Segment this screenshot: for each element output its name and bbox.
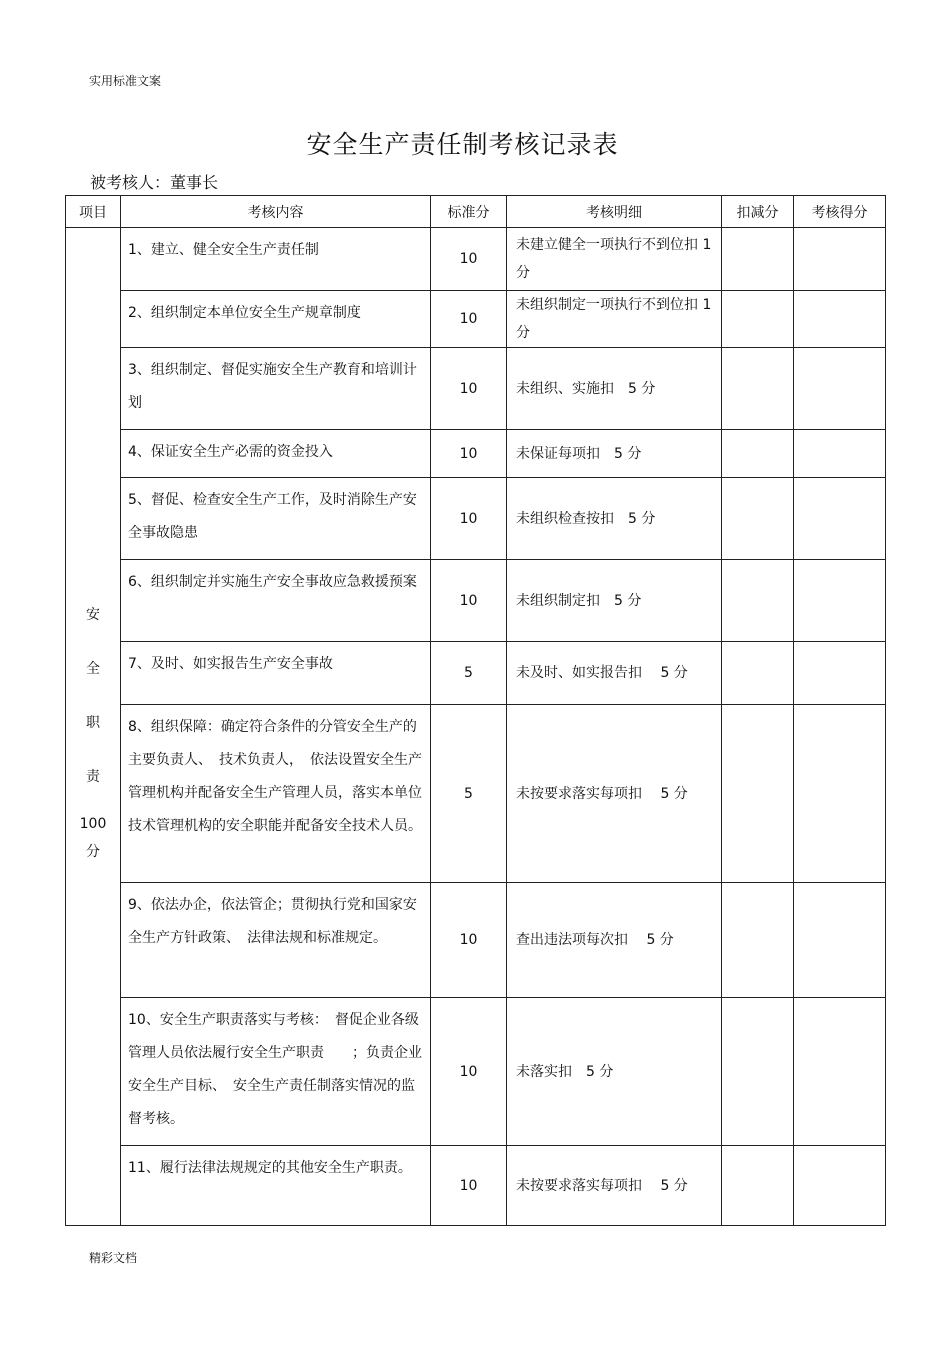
- final-score-cell[interactable]: [794, 560, 886, 642]
- final-score-cell[interactable]: [794, 1146, 886, 1226]
- standard-score-cell: 10: [431, 348, 507, 430]
- category-score: 100: [79, 815, 107, 832]
- category-char: 责: [86, 768, 100, 785]
- table-row: [66, 560, 886, 642]
- content-cell: 5、督促、检查安全生产工作，及时消除生产安全事故隐患: [121, 478, 431, 560]
- content-cell: 7、及时、如实报告生产安全事故: [121, 642, 431, 705]
- column-header-content: 考核内容: [121, 196, 431, 228]
- final-score-cell[interactable]: [794, 705, 886, 883]
- page-header-note: 实用标准文案: [89, 74, 162, 88]
- table-row: [66, 705, 886, 883]
- column-header-standard-score: 标准分: [431, 196, 507, 228]
- standard-score-cell: 10: [431, 998, 507, 1146]
- content-cell: 11、履行法律法规规定的其他安全生产职责。: [121, 1146, 431, 1226]
- table-row: [66, 1146, 886, 1226]
- standard-score-cell: 10: [431, 291, 507, 348]
- final-score-cell[interactable]: [794, 348, 886, 430]
- table-row: [66, 348, 886, 430]
- deduction-cell[interactable]: [722, 430, 794, 478]
- content-cell: 6、组织制定并实施生产安全事故应急救援预案: [121, 560, 431, 642]
- deduction-cell[interactable]: [722, 998, 794, 1146]
- table-row: [66, 642, 886, 705]
- assessment-table: [65, 195, 886, 1226]
- table-header-row: [66, 196, 886, 228]
- column-header-detail: 考核明细: [507, 196, 722, 228]
- final-score-cell[interactable]: [794, 478, 886, 560]
- deduction-cell[interactable]: [722, 705, 794, 883]
- detail-cell: 未组织制定一项执行不到位扣 1 分: [507, 291, 722, 348]
- deduction-cell[interactable]: [722, 642, 794, 705]
- detail-cell: 未保证每项扣 5 分: [507, 430, 722, 478]
- detail-cell: 未按要求落实每项扣 5 分: [507, 1146, 722, 1226]
- detail-cell: 未及时、如实报告扣 5 分: [507, 642, 722, 705]
- content-cell: 8、组织保障：确定符合条件的分管安全生产的主要负责人、 技术负责人， 依法设置安全生产管理机构并配备安全生产管理人员，落实本单位技术管理机构的安全职能并配备安全技术人员。: [121, 705, 431, 883]
- table-row: [66, 883, 886, 998]
- detail-cell: 未建立健全一项执行不到位扣 1 分: [507, 228, 722, 291]
- deduction-cell[interactable]: [722, 1146, 794, 1226]
- content-cell: 4、保证安全生产必需的资金投入: [121, 430, 431, 478]
- detail-cell: 未组织、实施扣 5 分: [507, 348, 722, 430]
- standard-score-cell: 10: [431, 560, 507, 642]
- detail-cell: 查出违法项每次扣 5 分: [507, 883, 722, 998]
- table-row: [66, 228, 886, 291]
- final-score-cell[interactable]: [794, 291, 886, 348]
- column-header-final-score: 考核得分: [794, 196, 886, 228]
- final-score-cell[interactable]: [794, 642, 886, 705]
- column-header-item: 项目: [66, 196, 121, 228]
- deduction-cell[interactable]: [722, 560, 794, 642]
- final-score-cell[interactable]: [794, 430, 886, 478]
- category-char: 安: [86, 606, 100, 623]
- deduction-cell[interactable]: [722, 883, 794, 998]
- standard-score-cell: 10: [431, 228, 507, 291]
- detail-cell: 未组织制定扣 5 分: [507, 560, 722, 642]
- category-char: 职: [86, 714, 100, 731]
- standard-score-cell: 5: [431, 642, 507, 705]
- detail-cell: 未组织检查按扣 5 分: [507, 478, 722, 560]
- category-char: 全: [86, 660, 100, 677]
- content-cell: 9、依法办企，依法管企；贯彻执行党和国家安全生产方针政策、 法律法规和标准规定。: [121, 883, 431, 998]
- final-score-cell[interactable]: [794, 228, 886, 291]
- deduction-cell[interactable]: [722, 291, 794, 348]
- table-row: [66, 291, 886, 348]
- category-cell: [66, 228, 121, 1226]
- standard-score-cell: 5: [431, 705, 507, 883]
- standard-score-cell: 10: [431, 478, 507, 560]
- content-cell: 1、建立、健全安全生产责任制: [121, 228, 431, 291]
- detail-cell: 未按要求落实每项扣 5 分: [507, 705, 722, 883]
- page-footer-note: 精彩文档: [89, 1251, 138, 1265]
- detail-cell: 未落实扣 5 分: [507, 998, 722, 1146]
- document-title: 安全生产责任制考核记录表: [306, 130, 619, 159]
- examinee-label: 被考核人：董事长: [90, 173, 219, 192]
- content-cell: 2、组织制定本单位安全生产规章制度: [121, 291, 431, 348]
- standard-score-cell: 10: [431, 430, 507, 478]
- final-score-cell[interactable]: [794, 883, 886, 998]
- column-header-deduction: 扣减分: [722, 196, 794, 228]
- standard-score-cell: 10: [431, 1146, 507, 1226]
- deduction-cell[interactable]: [722, 478, 794, 560]
- final-score-cell[interactable]: [794, 998, 886, 1146]
- standard-score-cell: 10: [431, 883, 507, 998]
- category-score-unit: 分: [86, 843, 100, 860]
- table-row: [66, 478, 886, 560]
- table-row: [66, 430, 886, 478]
- deduction-cell[interactable]: [722, 348, 794, 430]
- content-cell: 3、组织制定、督促实施安全生产教育和培训计划: [121, 348, 431, 430]
- deduction-cell[interactable]: [722, 228, 794, 291]
- table-row: [66, 998, 886, 1146]
- content-cell: 10、安全生产职责落实与考核： 督促企业各级管理人员依法履行安全生产职责 ；负责企业安全生产目标、 安全生产责任制落实情况的监督考核。: [121, 998, 431, 1146]
